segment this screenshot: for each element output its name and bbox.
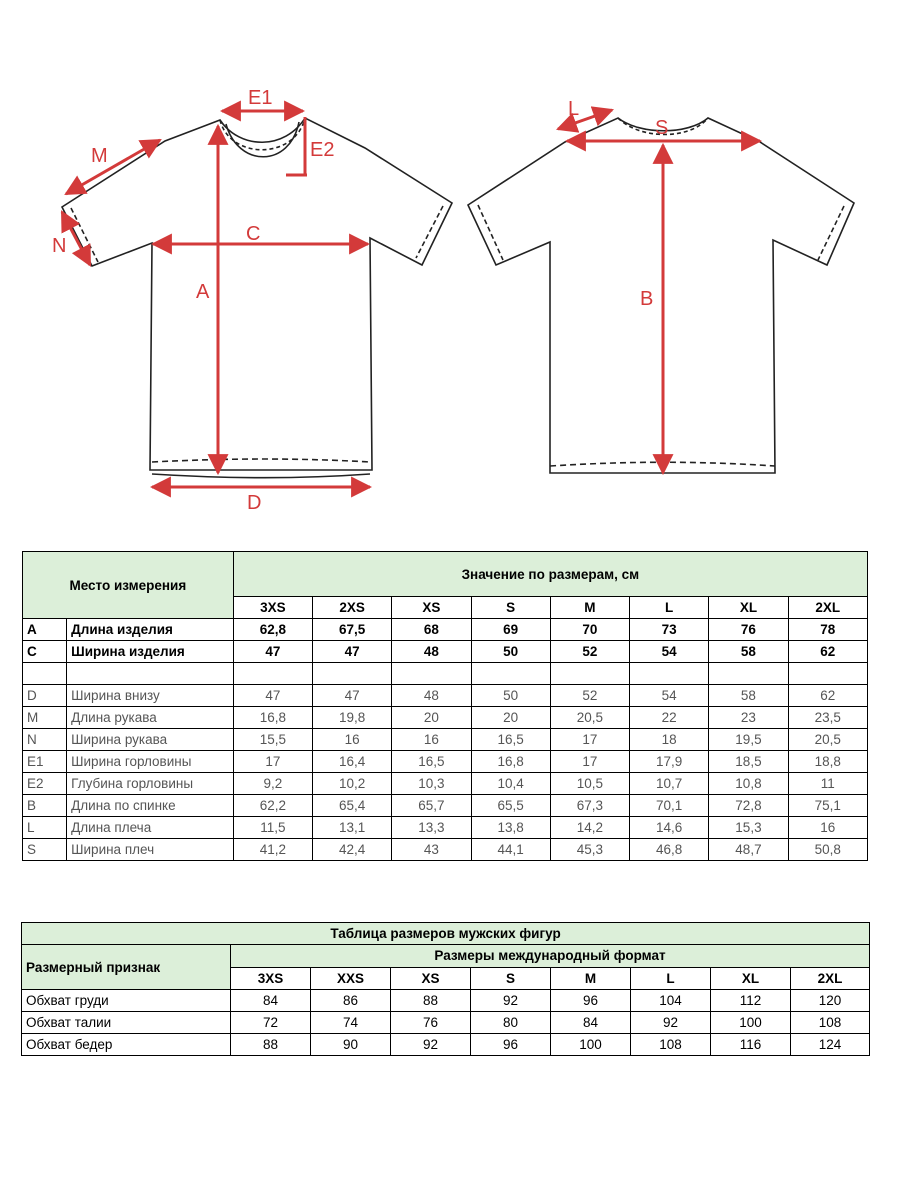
row-name: Длина плеча (67, 817, 234, 839)
value-cell: 18,5 (709, 751, 788, 773)
value-cell: 50 (471, 685, 550, 707)
front-tshirt-outline (62, 118, 452, 478)
row-name: Ширина внизу (67, 685, 234, 707)
extra-rows (23, 685, 868, 861)
value-cell: 14,2 (550, 817, 629, 839)
row-code: N (23, 729, 67, 751)
value-cell: 58 (709, 685, 788, 707)
value-cell: 13,8 (471, 817, 550, 839)
size-header: 2XL (788, 597, 867, 619)
main-rows (23, 619, 868, 663)
table-row (23, 707, 868, 729)
row-name: Глубина горловины (67, 773, 234, 795)
tshirt-measurement-diagram (0, 0, 900, 530)
value-cell: 20,5 (788, 729, 867, 751)
row-name: Ширина горловины (67, 751, 234, 773)
row-name: Ширина изделия (67, 641, 234, 663)
value-cell: 16,5 (471, 729, 550, 751)
figure-table-title: Таблица размеров мужских фигур (22, 923, 870, 945)
row-code: D (23, 685, 67, 707)
value-cell: 48,7 (709, 839, 788, 861)
value-cell: 16 (392, 729, 471, 751)
value-cell: 108 (791, 1012, 870, 1034)
value-cell: 75,1 (788, 795, 867, 817)
values-header: Значение по размерам, см (233, 552, 867, 597)
value-cell: 96 (471, 1034, 551, 1056)
value-cell: 92 (631, 1012, 711, 1034)
value-cell: 73 (630, 619, 709, 641)
row-name: Длина изделия (67, 619, 234, 641)
value-cell: 50 (471, 641, 550, 663)
table-row (23, 685, 868, 707)
value-cell: 116 (711, 1034, 791, 1056)
value-cell: 47 (312, 641, 391, 663)
value-cell: 86 (311, 990, 391, 1012)
front-measure-lines (62, 111, 370, 487)
table-row (22, 990, 870, 1012)
size-header: L (630, 597, 709, 619)
size-header: M (550, 597, 629, 619)
table-row (23, 773, 868, 795)
size-header: XL (709, 597, 788, 619)
label-m: M (91, 145, 108, 167)
spacer-row (23, 663, 868, 685)
table-row (23, 839, 868, 861)
value-cell: 92 (391, 1034, 471, 1056)
label-s: S (655, 117, 669, 139)
row-code: S (23, 839, 67, 861)
value-cell: 62 (788, 685, 867, 707)
value-cell: 62,2 (233, 795, 312, 817)
row-name: Обхват бедер (22, 1034, 231, 1056)
size-header: XXS (311, 967, 391, 990)
value-cell: 78 (788, 619, 867, 641)
row-code: C (23, 641, 67, 663)
size-header: XL (711, 967, 791, 990)
row-code: B (23, 795, 67, 817)
value-cell: 23 (709, 707, 788, 729)
attr-header: Размерный признак (22, 945, 231, 990)
value-cell: 54 (630, 641, 709, 663)
value-cell: 84 (551, 1012, 631, 1034)
value-cell: 90 (311, 1034, 391, 1056)
value-cell: 65,7 (392, 795, 471, 817)
value-cell: 62 (788, 641, 867, 663)
value-cell: 14,6 (630, 817, 709, 839)
row-code: L (23, 817, 67, 839)
label-a: A (196, 281, 210, 303)
size-header: 3XS (231, 967, 311, 990)
size-header: XS (392, 597, 471, 619)
value-cell: 47 (233, 685, 312, 707)
value-cell: 10,3 (392, 773, 471, 795)
table-row (23, 619, 868, 641)
row-code: A (23, 619, 67, 641)
row-name: Ширина рукава (67, 729, 234, 751)
value-cell: 67,3 (550, 795, 629, 817)
size-header: L (631, 967, 711, 990)
value-cell: 48 (392, 641, 471, 663)
size-header: XS (391, 967, 471, 990)
value-cell: 18 (630, 729, 709, 751)
value-cell: 52 (550, 641, 629, 663)
value-cell: 15,5 (233, 729, 312, 751)
place-header: Место измерения (23, 552, 234, 619)
value-cell: 67,5 (312, 619, 391, 641)
table-row (23, 729, 868, 751)
value-cell: 69 (471, 619, 550, 641)
value-cell: 52 (550, 685, 629, 707)
value-cell: 10,7 (630, 773, 709, 795)
value-cell: 11,5 (233, 817, 312, 839)
value-cell: 47 (312, 685, 391, 707)
value-cell: 16,8 (471, 751, 550, 773)
value-cell: 42,4 (312, 839, 391, 861)
value-cell: 104 (631, 990, 711, 1012)
value-cell: 10,5 (550, 773, 629, 795)
value-cell: 45,3 (550, 839, 629, 861)
value-cell: 17 (550, 729, 629, 751)
back-tshirt-outline (468, 118, 854, 473)
value-cell: 48 (392, 685, 471, 707)
value-cell: 80 (471, 1012, 551, 1034)
size-header: 2XS (312, 597, 391, 619)
table-row (23, 795, 868, 817)
figure-rows (22, 990, 870, 1056)
value-cell: 62,8 (233, 619, 312, 641)
size-header: M (551, 967, 631, 990)
figure-header-row (22, 945, 870, 968)
value-cell: 11 (788, 773, 867, 795)
value-cell: 16,8 (233, 707, 312, 729)
value-cell: 100 (551, 1034, 631, 1056)
value-cell: 17 (233, 751, 312, 773)
value-cell: 10,8 (709, 773, 788, 795)
intl-header: Размеры международный формат (231, 945, 870, 968)
label-l: L (568, 98, 580, 120)
value-cell: 120 (791, 990, 870, 1012)
value-cell: 20 (392, 707, 471, 729)
value-cell: 18,8 (788, 751, 867, 773)
value-cell: 88 (231, 1034, 311, 1056)
table-row (23, 817, 868, 839)
label-b: B (640, 288, 654, 310)
value-cell: 19,5 (709, 729, 788, 751)
row-code: M (23, 707, 67, 729)
garment-measurement-table (22, 551, 868, 861)
label-e2: E2 (310, 139, 335, 161)
front-measure-labels (52, 87, 334, 514)
size-header: S (471, 967, 551, 990)
value-cell: 72,8 (709, 795, 788, 817)
row-name: Ширина плеч (67, 839, 234, 861)
label-c: C (246, 223, 261, 245)
size-header: S (471, 597, 550, 619)
value-cell: 16,5 (392, 751, 471, 773)
value-cell: 10,4 (471, 773, 550, 795)
figure-title-row (22, 923, 870, 945)
label-n: N (52, 235, 67, 257)
value-cell: 10,2 (312, 773, 391, 795)
value-cell: 16 (312, 729, 391, 751)
value-cell: 92 (471, 990, 551, 1012)
table-row (22, 1012, 870, 1034)
value-cell: 58 (709, 641, 788, 663)
table-row (22, 1034, 870, 1056)
value-cell: 70,1 (630, 795, 709, 817)
row-code: E2 (23, 773, 67, 795)
value-cell: 13,1 (312, 817, 391, 839)
value-cell: 9,2 (233, 773, 312, 795)
value-cell: 16 (788, 817, 867, 839)
value-cell: 76 (391, 1012, 471, 1034)
value-cell: 15,3 (709, 817, 788, 839)
value-cell: 70 (550, 619, 629, 641)
row-name: Обхват груди (22, 990, 231, 1012)
row-name: Длина по спинке (67, 795, 234, 817)
value-cell: 88 (391, 990, 471, 1012)
value-cell: 13,3 (392, 817, 471, 839)
value-cell: 19,8 (312, 707, 391, 729)
label-e1: E1 (248, 87, 273, 109)
value-cell: 72 (231, 1012, 311, 1034)
value-cell: 43 (392, 839, 471, 861)
value-cell: 100 (711, 1012, 791, 1034)
value-cell: 54 (630, 685, 709, 707)
row-code: E1 (23, 751, 67, 773)
row-name: Длина рукава (67, 707, 234, 729)
value-cell: 20,5 (550, 707, 629, 729)
value-cell: 46,8 (630, 839, 709, 861)
value-cell: 76 (709, 619, 788, 641)
size-header: 3XS (233, 597, 312, 619)
value-cell: 44,1 (471, 839, 550, 861)
value-cell: 20 (471, 707, 550, 729)
value-cell: 50,8 (788, 839, 867, 861)
value-cell: 84 (231, 990, 311, 1012)
size-header: 2XL (791, 967, 870, 990)
label-d: D (247, 492, 262, 514)
back-measure-lines (558, 110, 760, 473)
value-cell: 74 (311, 1012, 391, 1034)
value-cell: 65,4 (312, 795, 391, 817)
value-cell: 17 (550, 751, 629, 773)
table-header-row (23, 552, 868, 597)
value-cell: 22 (630, 707, 709, 729)
value-cell: 124 (791, 1034, 870, 1056)
value-cell: 23,5 (788, 707, 867, 729)
table-row (23, 641, 868, 663)
value-cell: 17,9 (630, 751, 709, 773)
value-cell: 16,4 (312, 751, 391, 773)
value-cell: 68 (392, 619, 471, 641)
value-cell: 108 (631, 1034, 711, 1056)
value-cell: 41,2 (233, 839, 312, 861)
value-cell: 47 (233, 641, 312, 663)
body-size-table (21, 922, 870, 1056)
table-row (23, 751, 868, 773)
value-cell: 112 (711, 990, 791, 1012)
value-cell: 65,5 (471, 795, 550, 817)
value-cell: 96 (551, 990, 631, 1012)
row-name: Обхват талии (22, 1012, 231, 1034)
